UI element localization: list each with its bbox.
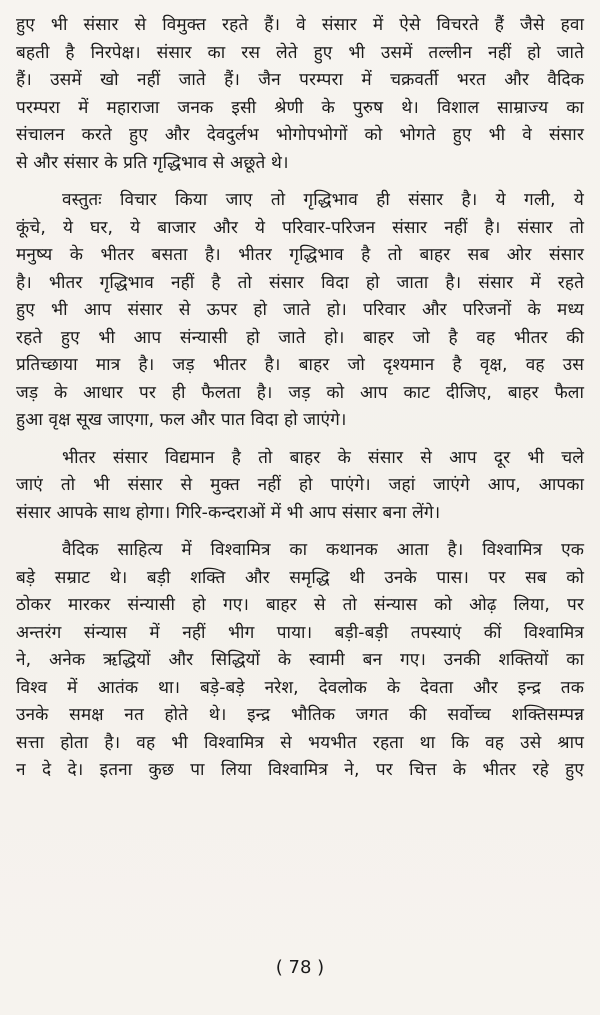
paragraph-3 bbox=[16, 445, 584, 528]
paragraph-1 bbox=[16, 12, 584, 177]
text-line: है। भीतर गृद्धिभाव नहीं है तो संसार विदा हो जाता है। संसार में रहते bbox=[16, 272, 584, 293]
text-line: प्रतिच्छाया मात्र है। जड़ भीतर है। बाहर जो दृश्यमान है वृक्ष, वह उस bbox=[16, 355, 584, 375]
body-text bbox=[16, 12, 584, 785]
text-line: संसार आपके साथ होगा। गिरि-कन्दराओं में भी आप संसार बना लेंगे। bbox=[16, 502, 441, 523]
text-line: जड़ के आधार पर ही फैलता है। जड़ को आप काट दीजिए, बाहर फैला bbox=[16, 382, 584, 403]
text-line: जाएं तो भी संसार से मुक्त नहीं हो पाएंगे। जहां जाएंगे आप, आपका bbox=[16, 475, 584, 495]
text-line: वस्तुतः विचार किया जाए तो गृद्धिभाव ही संसार है। ये गली, ये bbox=[62, 190, 584, 210]
text-line: अन्तरंग संन्यास में नहीं भीग पाया। बड़ी-बड़ी तपस्याएं कीं विश्वामित्र bbox=[16, 622, 584, 643]
text-line: बड़े सम्राट थे। बड़ी शक्ति और समृद्धि थी उनके पास। पर सब को bbox=[16, 567, 584, 588]
page-number: ( 78 ) bbox=[275, 957, 325, 978]
text-line: वैदिक साहित्य में विश्वामित्र का कथानक आता है। विश्वामित्र एक bbox=[62, 540, 584, 560]
text-line: विश्व में आतंक था। बड़े-बड़े नरेश, देवलोक के देवता और इन्द्र तक bbox=[16, 677, 584, 698]
text-line: हैं। उसमें खो नहीं जाते हैं। जैन परम्परा में चक्रवर्ती भरत और वैदिक bbox=[16, 70, 584, 90]
text-line: से और संसार के प्रति गृद्धिभाव से अछूते थे। bbox=[16, 152, 289, 173]
text-line: बहती है निरपेक्ष। संसार का रस लेते हुए भी उसमें तल्लीन नहीं हो जाते bbox=[16, 42, 584, 63]
text-line: संचालन करते हुए और देवदुर्लभ भोगोपभोगों को भोगते हुए भी वे संसार bbox=[16, 125, 584, 145]
text-line: हुआ वृक्ष सूख जाएगा, फल और पात विदा हो जाएंगे। bbox=[16, 410, 347, 430]
text-line: कूंचे, ये घर, ये बाजार और ये परिवार-परिजन संसार नहीं है। संसार तो bbox=[16, 217, 584, 238]
text-line: उनके समक्ष नत होते थे। इन्द्र भौतिक जगत की सर्वोच्च शक्तिसम्पन्न bbox=[16, 705, 584, 725]
text-line: न दे दे। इतना कुछ पा लिया विश्वामित्र ने, पर चित्त के भीतर रहे हुए bbox=[16, 760, 584, 780]
text-line: रहते हुए भी आप संन्यासी हो जाते हो। बाहर जो है वह भीतर की bbox=[16, 327, 584, 348]
text-line: मनुष्य के भीतर बसता है। भीतर गृद्धिभाव है तो बाहर सब ओर संसार bbox=[16, 245, 584, 265]
text-line: हुए भी आप संसार से ऊपर हो जाते हो। परिवार और परिजनों के मध्य bbox=[16, 300, 584, 320]
text-line: हुए भी संसार से विमुक्त रहते हैं। वे संसार में ऐसे विचरते हैं जैसे हवा bbox=[16, 15, 584, 35]
paragraph-2 bbox=[16, 187, 584, 435]
paragraph-4 bbox=[16, 537, 584, 785]
text-line: ने, अनेक ऋद्धियों और सिद्धियों के स्वामी बन गए। उनकी शक्तियों का bbox=[16, 650, 584, 670]
text-line: परम्परा में महाराजा जनक इसी श्रेणी के पुरुष थे। विशाल साम्राज्य का bbox=[16, 97, 584, 118]
text-line: ठोकर मारकर संन्यासी हो गए। बाहर से तो संन्यास को ओढ़ लिया, पर bbox=[16, 595, 584, 615]
text-line: भीतर संसार विद्यमान है तो बाहर के संसार से आप दूर भी चले bbox=[62, 447, 584, 468]
text-line: सत्ता होता है। वह भी विश्वामित्र से भयभीत रहता था कि वह उसे श्राप bbox=[16, 732, 584, 753]
